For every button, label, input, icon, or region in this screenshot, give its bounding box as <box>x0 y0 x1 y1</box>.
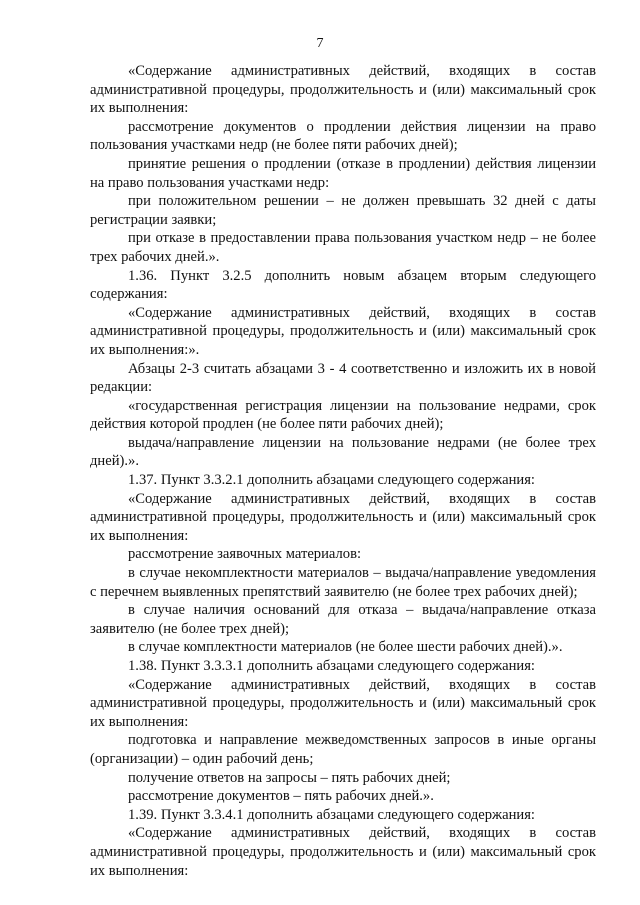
paragraph: подготовка и направление межведомственных запросов в иные органы (организации) – один рабочий день; <box>90 732 596 767</box>
paragraph: получение ответов на запросы – пять рабочих дней; <box>128 769 451 786</box>
document-body <box>90 62 596 880</box>
paragraph: 1.39. Пункт 3.3.4.1 дополнить абзацами следующего содержания: <box>128 806 535 823</box>
paragraph: при отказе в предоставлении права пользования участком недр – не более трех рабочих дней.». <box>90 230 596 265</box>
paragraph: «Содержание административных действий, входящих в состав административной процедуры, продолжительность и (или) максимальный срок их выполнения:». <box>90 304 596 358</box>
paragraph: принятие решения о продлении (отказе в продлении) действия лицензии на право пользования участками недр: <box>90 155 596 191</box>
paragraph: рассмотрение документов о продлении действия лицензии на право пользования участками недр (не более пяти рабочих дней); <box>90 118 596 154</box>
paragraph: рассмотрение документов – пять рабочих дней.». <box>128 788 434 805</box>
paragraph: рассмотрение заявочных материалов: <box>128 546 362 563</box>
paragraph: 1.37. Пункт 3.3.2.1 дополнить абзацами следующего содержания: <box>128 472 535 489</box>
paragraph: «Содержание административных действий, входящих в состав административной процедуры, продолжительность и (или) максимальный срок их выполнения: <box>90 490 596 544</box>
paragraph: «государственная регистрация лицензии на пользование недрами, срок действия которой продлен (не более пяти рабочих дней); <box>90 397 596 433</box>
paragraph: в случае некомплектности материалов – выдача/направление уведомления с перечнем выявленных препятствий заявителю (не более трех рабочих дней); <box>90 565 596 600</box>
paragraph: Абзацы 2-3 считать абзацами 3 - 4 соответственно и изложить их в новой редакции: <box>90 360 596 396</box>
paragraph: «Содержание административных действий, входящих в состав административной процедуры, продолжительность и (или) максимальный срок их выполнения: <box>90 676 596 730</box>
paragraph: «Содержание административных действий, входящих в состав административной процедуры, продолжительность и (или) максимальный срок их выполнения: <box>90 63 596 117</box>
paragraph: 1.36. Пункт 3.2.5 дополнить новым абзацем вторым следующего содержания: <box>90 267 596 303</box>
paragraph: в случае комплектности материалов (не более шести рабочих дней).». <box>128 639 563 656</box>
paragraph: при положительном решении – не должен превышать 32 дней с даты регистрации заявки; <box>90 193 596 228</box>
paragraph: «Содержание административных действий, входящих в состав административной процедуры, продолжительность и (или) максимальный срок их выполнения: <box>90 825 596 879</box>
page-number: 7 <box>316 36 324 51</box>
paragraph: в случае наличия оснований для отказа – выдача/направление отказа заявителю (не более трех дней); <box>90 602 596 637</box>
paragraph: 1.38. Пункт 3.3.3.1 дополнить абзацами следующего содержания: <box>128 658 535 674</box>
paragraph: выдача/направление лицензии на пользование недрами (не более трех дней).». <box>90 434 596 470</box>
